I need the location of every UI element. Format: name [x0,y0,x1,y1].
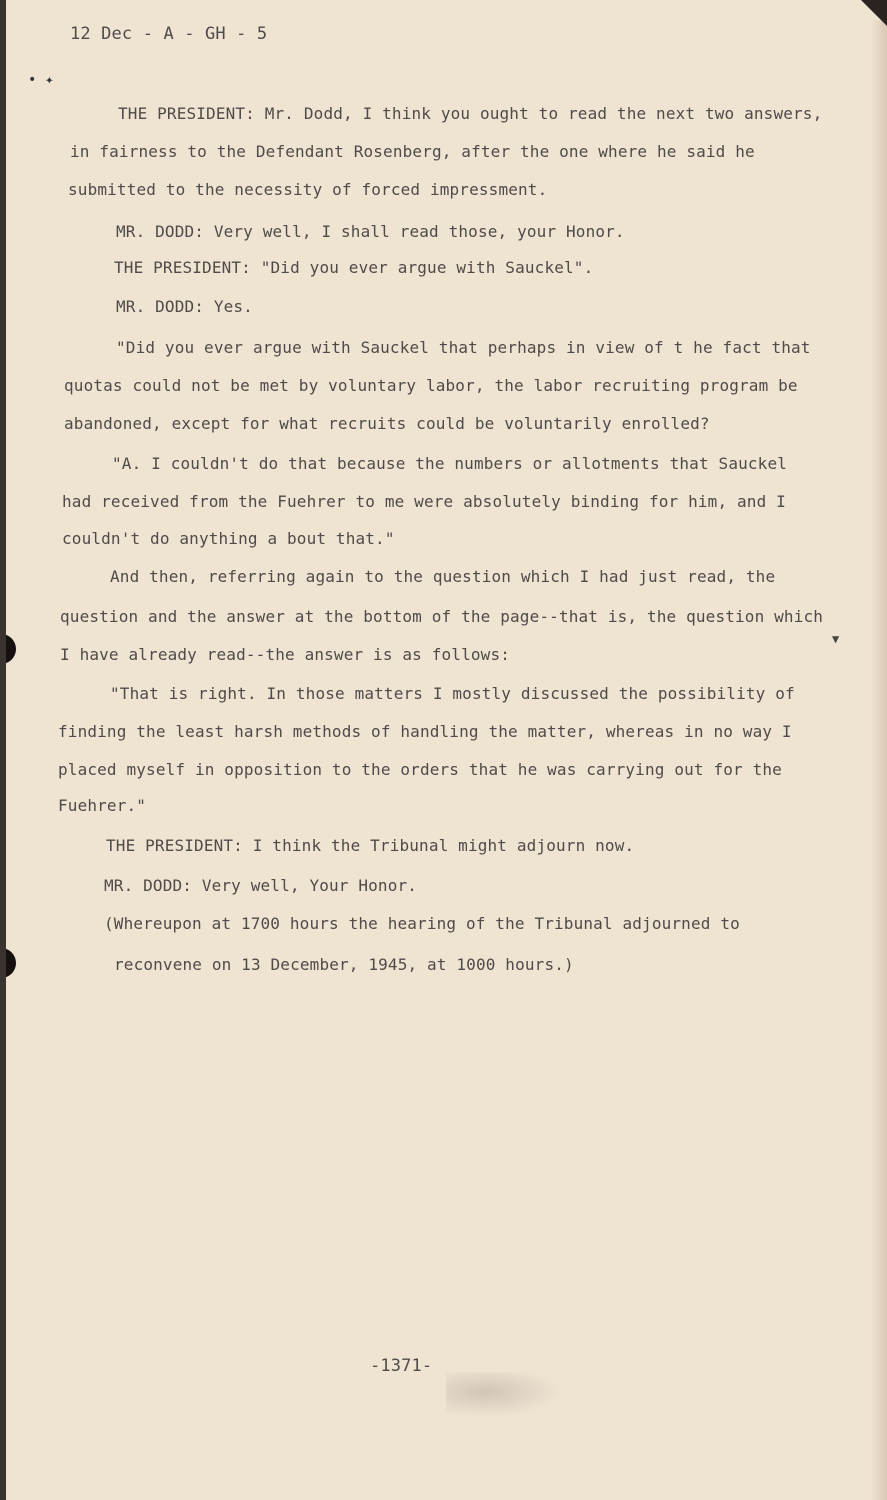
folded-corner [861,0,887,26]
text-line: THE PRESIDENT: "Did you ever argue with Sauckel". [114,258,594,277]
page-number: -1371- [370,1356,433,1376]
text-line: I have already read--the answer is as follows: [60,645,511,664]
text-line: (Whereupon at 1700 hours the hearing of the Tribunal adjourned to [104,914,740,933]
text-line: quotas could not be met by voluntary labor, the labor recruiting program be [64,376,798,395]
text-line: question and the answer at the bottom of the page--that is, the question which [60,607,824,626]
text-line: abandoned, except for what recruits could be voluntarily enrolled? [64,414,710,433]
text-line: couldn't do anything a bout that." [62,529,395,548]
margin-mark: • ✦ [28,72,54,88]
text-line: THE PRESIDENT: I think the Tribunal might adjourn now. [106,836,635,855]
ink-smudge [446,1372,576,1422]
text-line: had received from the Fuehrer to me were absolutely binding for him, and I [62,492,786,511]
text-line: MR. DODD: Very well, I shall read those, your Honor. [116,222,625,241]
page-header: 12 Dec - A - GH - 5 [70,24,268,44]
text-line: THE PRESIDENT: Mr. Dodd, I think you ought to read the next two answers, [118,104,823,123]
text-line: "A. I couldn't do that because the numbers or allotments that Sauckel [112,454,788,473]
text-line: reconvene on 13 December, 1945, at 1000 hours.) [114,955,574,974]
punch-hole-upper [6,634,16,664]
text-line: submitted to the necessity of forced impressment. [68,180,548,199]
text-line: MR. DODD: Very well, Your Honor. [104,876,418,895]
text-line: finding the least harsh methods of handling the matter, whereas in no way I [58,722,792,741]
text-line: "That is right. In those matters I mostly discussed the possibility of [110,684,795,703]
page-edge-shadow [871,20,887,1500]
text-line: "Did you ever argue with Sauckel that perhaps in view of t he fact that [116,338,811,357]
text-line: in fairness to the Defendant Rosenberg, after the one where he said he [70,142,755,161]
text-line: MR. DODD: Yes. [116,297,253,316]
text-line: And then, referring again to the question which I had just read, the [110,567,776,586]
document-page [6,0,887,1500]
side-mark: ▼ [832,632,840,646]
punch-hole-lower [6,948,16,978]
text-line: placed myself in opposition to the orders that he was carrying out for the [58,760,782,779]
text-line: Fuehrer." [58,796,147,815]
